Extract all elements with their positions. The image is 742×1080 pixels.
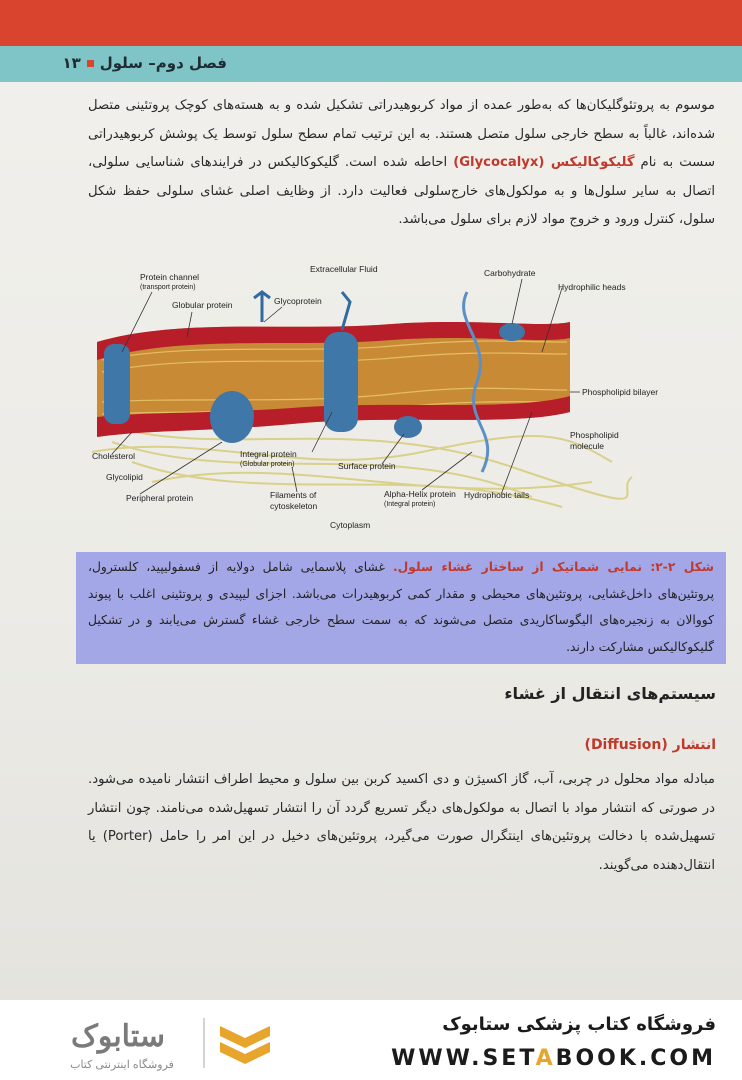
url-suffix: BOOK.COM (555, 1046, 716, 1071)
label-integral-protein: Integral protein (240, 449, 297, 459)
protein-channel (104, 344, 130, 424)
carbohydrate-protein (499, 323, 525, 341)
cell-membrane-figure (92, 262, 659, 540)
label-glycolipid: Glycolipid (106, 472, 143, 482)
surface-protein (394, 416, 422, 438)
label-filaments: Filaments of (270, 490, 317, 500)
label-alpha-helix: Alpha-Helix protein (384, 489, 456, 499)
label-globular-protein: Globular protein (172, 300, 233, 310)
label-integral-protein-sub: (Integral protein) (384, 501, 436, 508)
caption-body: غشای پلاسمایی شامل دولایه از فسفولیپید، کلسترول، پروتئین‌های داخل‌غشایی، پروتئین‌های محیطی و مقدار کمی کربوهیدرات می‌باشد. اجزای لیپیدی و پروتئینی اغلب با پیوند کووالان به زنجیره‌های الیگوساکاریدی متصل می‌شوند که به سمت سطح خارجی غشاء گسترش می‌یابند و در تشکیل گلیکوکالیکس مشارکت دارند. (88, 560, 714, 654)
label-molecule: molecule (570, 441, 605, 451)
label-glycoprotein: Glycoprotein (274, 296, 322, 306)
logo-tagline: فروشگاه اینترنتی کتاب (70, 1059, 174, 1071)
diffusion-paragraph: مبادله مواد محلول در چربی، آب، گاز اکسیژن و دی اکسید کربن بین سلول و محیط اطراف انتشار نامیده می‌شود. در صورتی که انتشار مواد با اتصال به مولکول‌های دیگر تسریع گردد آن را انتشار تسهیل‌شده می‌نامند. چون انتشار تسهیل‌شده با دخالت پروتئین‌های اینتگرال صورت می‌گیرد، پروتئین‌های دخیل در این امر را حامل (Porter) یا انتقال‌دهنده می‌گویند. (88, 772, 716, 873)
label-hydrophilic-heads: Hydrophilic heads (558, 282, 626, 292)
setabook-logo (30, 1012, 280, 1074)
glycocalyx-term: گلیکوکالیکس (Glycocalyx) (453, 155, 635, 170)
url-prefix: WWW.SET (391, 1046, 536, 1071)
chapter-title: فصل دوم– سلول (99, 54, 227, 72)
intro-text-after: احاطه شده است. گلیکوکالیکس در فرایندهای شناسایی سلولی، اتصال به سایر سلول‌ها و به مولکول‌های خارج‌سلولی فعالیت دارد. از وظایف اصلی غشای سلولی حفظ شکل سلول، کنترل ورود و خروج مواد لازم برای سلول می‌باشد. (88, 155, 715, 227)
label-carbohydrate: Carbohydrate (484, 268, 536, 278)
label-surface-protein: Surface protein (338, 461, 396, 471)
chapter-header (62, 54, 227, 72)
label-peripheral-protein: Peripheral protein (126, 493, 194, 503)
store-url-link[interactable] (391, 1046, 716, 1071)
label-cytoplasm: Cytoplasm (330, 520, 371, 530)
header-red-band (0, 0, 742, 46)
logo-book-icon (220, 1026, 270, 1064)
logo-text: ستابوک (70, 1020, 166, 1053)
label-globular-protein-sub: (Globular protein) (240, 461, 295, 468)
caption-title: شکل ۲-۲: نمایی شماتیک از ساختار غشاء سلول. (392, 560, 714, 574)
label-hydrophobic-tails: Hydrophobic tails (464, 490, 530, 500)
header-square-icon (87, 60, 94, 67)
intro-text-before: موسوم به پروتئوگلیکان‌ها که به‌طور عمده از مواد کربوهیدراتی تشکیل شده و به هسته‌های کوچک پروتئینی متصل شده‌اند، غالباً به سطح خارجی سلول متصل هستند. به این ترتیب تمام سطح سلول توسط یک پوشش کربوهیدراتی سست به نام (88, 98, 715, 170)
label-protein-channel: Protein channel (140, 272, 200, 282)
page-number: ۱۳ (62, 54, 81, 72)
figure-caption (88, 554, 714, 660)
label-transport-protein: (transport protein) (140, 284, 196, 291)
store-name: فروشگاه کتاب پزشکی ستابوک (442, 1014, 716, 1035)
label-phospholipid-bilayer: Phospholipid bilayer (582, 387, 659, 397)
section-heading: سیستم‌های انتقال از غشاء (504, 684, 716, 703)
diffusion-heading: انتشار (Diffusion) (584, 737, 716, 753)
peripheral-protein (210, 391, 254, 443)
url-highlight: A (535, 1046, 556, 1071)
label-cytoskeleton: cytoskeleton (270, 501, 318, 511)
label-phospholipid: Phospholipid (570, 430, 619, 440)
label-extracellular: Extracellular Fluid (310, 264, 378, 274)
intro-paragraph (88, 92, 715, 235)
label-cholesterol: Cholesterol (92, 451, 135, 461)
